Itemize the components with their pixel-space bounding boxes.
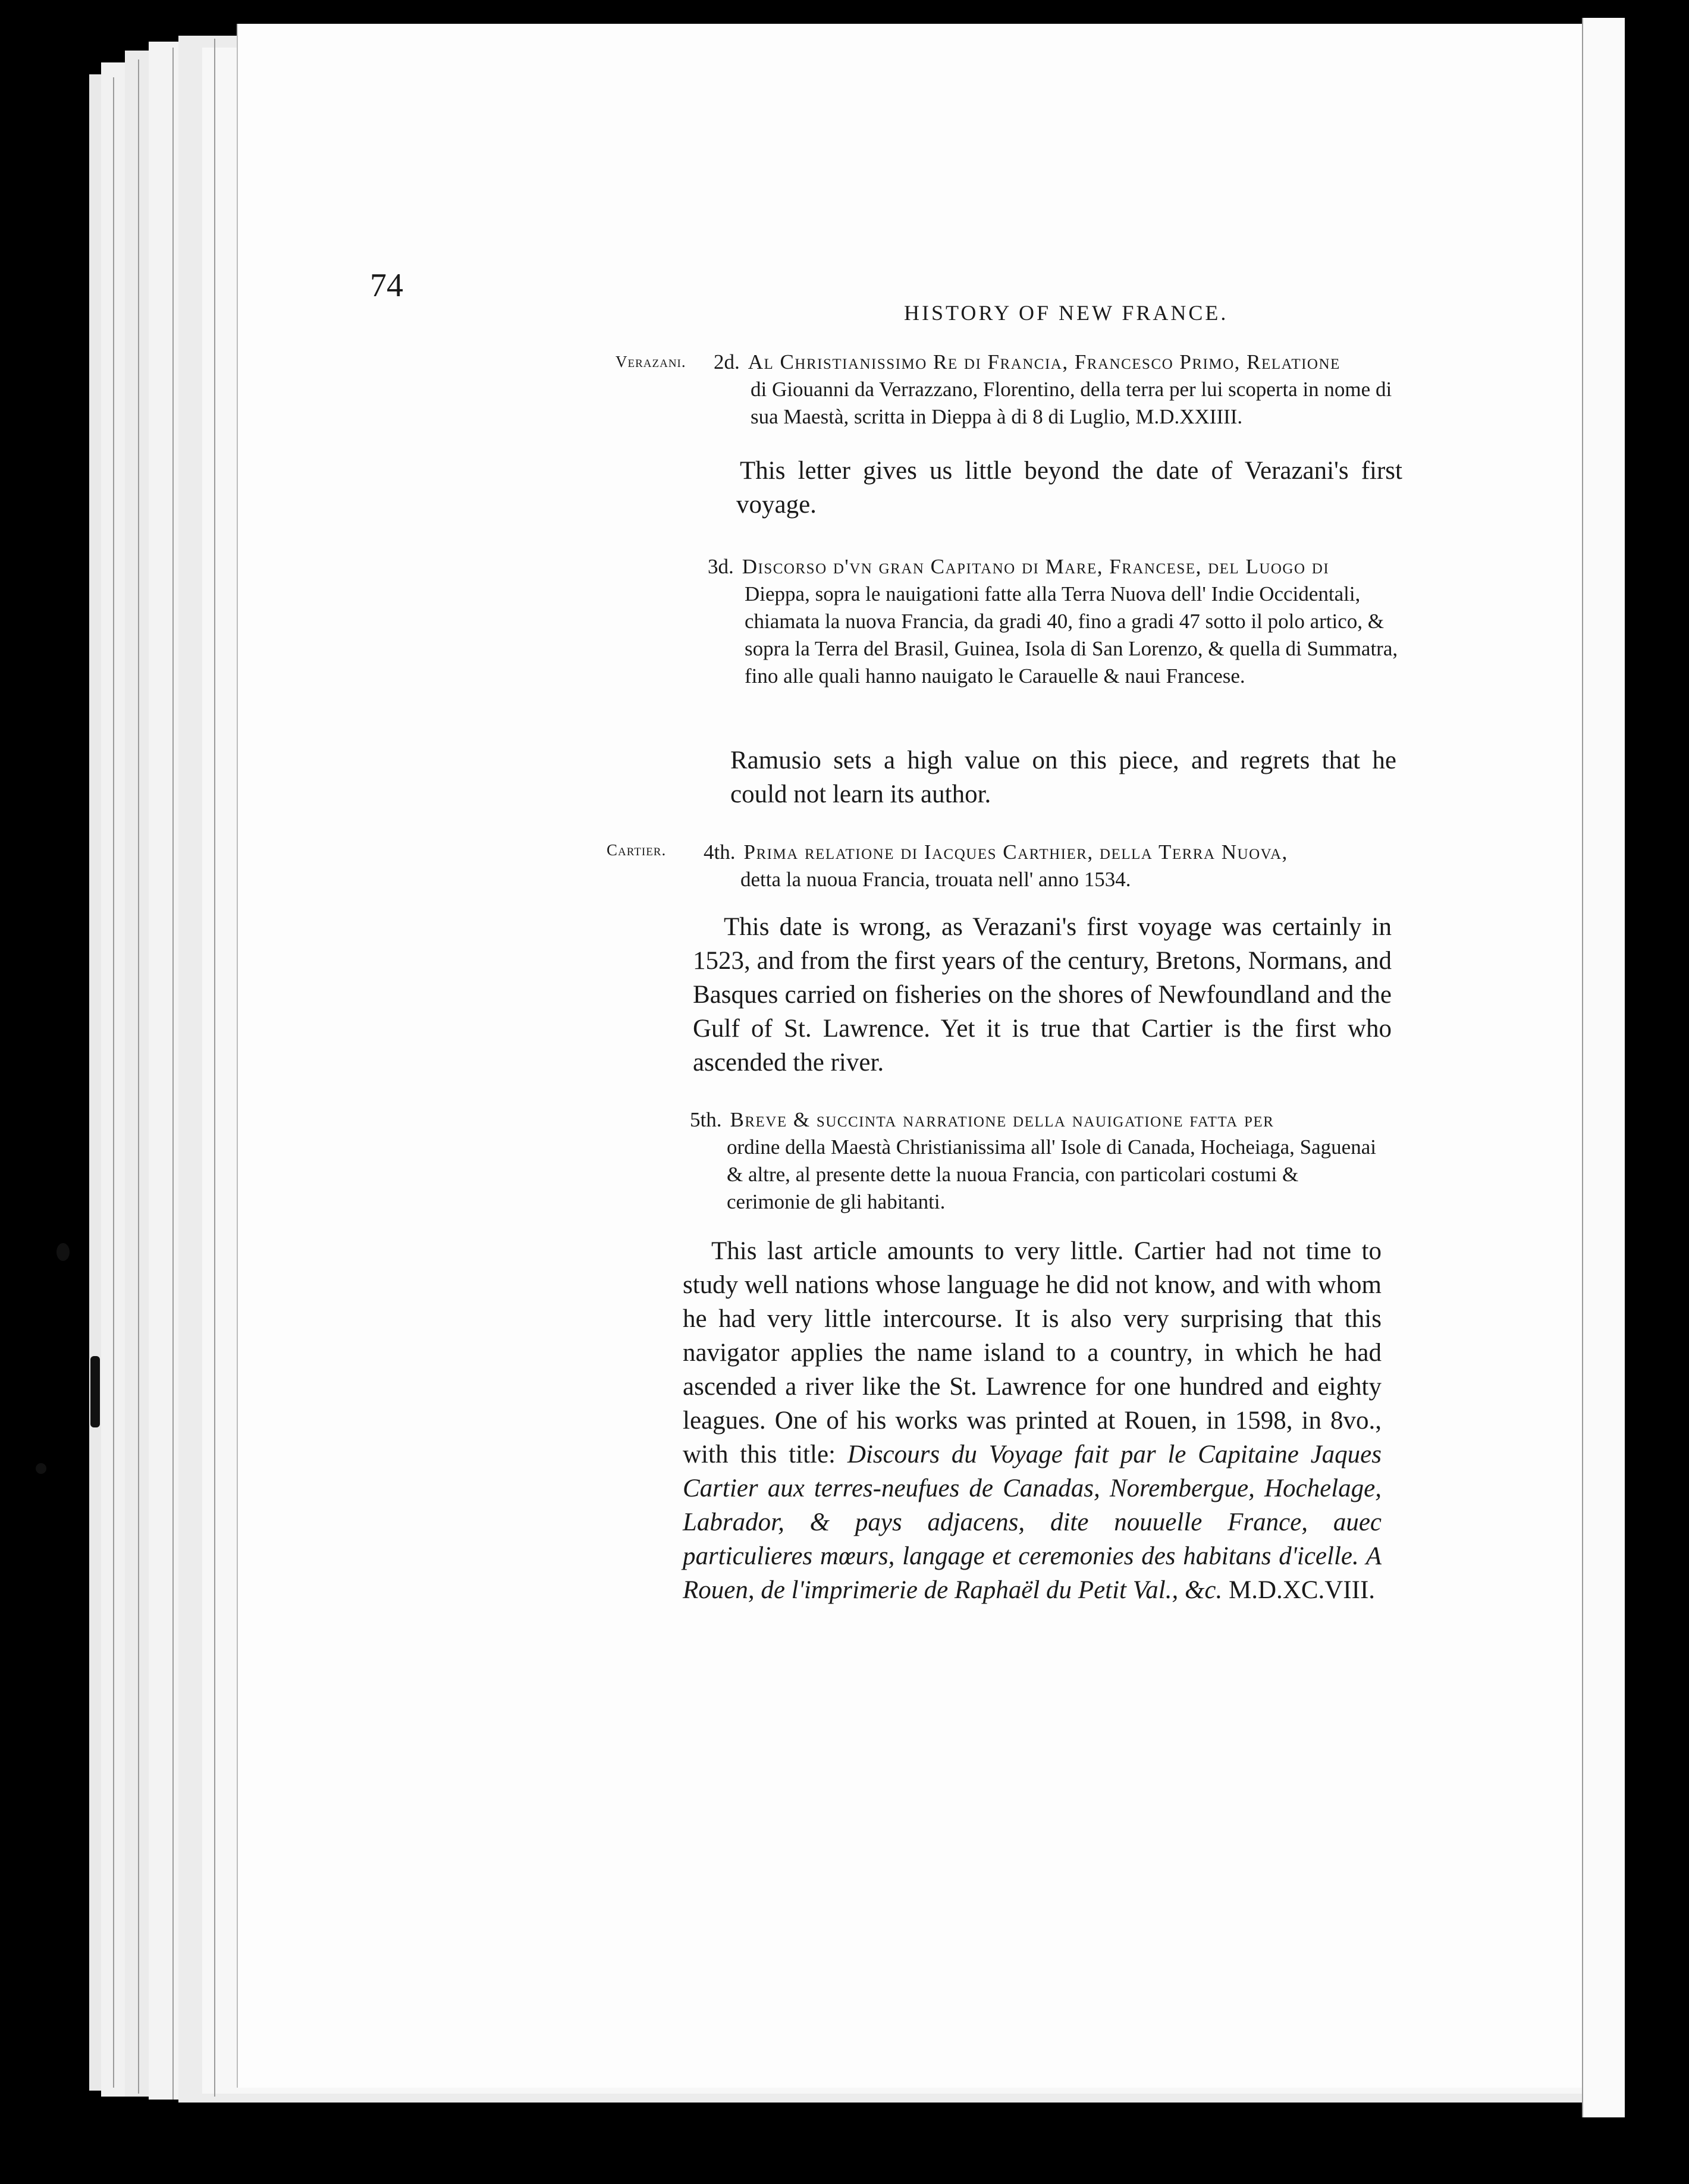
entry-continuation: di Giouanni da Verrazzano, Florentino, della terra per lui scoperta in nome di sua Maestà, scritta in Dieppa à di 8 di Luglio, M.D.XXIIII. [751, 378, 1392, 428]
entry-continuation: Dieppa, sopra le nauigationi fatte alla Terra Nuova dell' Indie Occidentali, chiamata la nuova Francia, da gradi 40, fino a gradi 47 sotto il polo artico, & sopra la Terra del Brasil, Guinea, Isola di San Lorenzo, & quella di Summatra, fino alle quali hanno nauigato le Carauelle & naui Francese. [745, 582, 1398, 688]
page-edge-line [214, 39, 215, 2097]
page-number: 74 [370, 267, 403, 304]
entry-heading: Prima relatione di Iacques Carthier, della Terra Nuova, [743, 840, 1288, 864]
entry-heading: Breve & succinta narratione della nauigatione fatta per [730, 1108, 1274, 1131]
bibliography-entry [708, 553, 1407, 690]
scan-speck [36, 1463, 46, 1474]
entry-number: 3d. [708, 555, 734, 578]
entry-number: 5th. [690, 1108, 722, 1131]
paragraph-text: This last article amounts to very little. Cartier had not time to study well nations whose language he did not know, and with whom he had very little intercourse. It is also very surprising that this navigator applies the name island to a country, in which he had ascended a river like the St. Lawrence for one hundred and eighty leagues. One of his works was printed at Rouen, in 1598, in 8vo., with this title: [683, 1237, 1382, 1468]
bibliography-entry [704, 839, 1399, 893]
entry-continuation: detta la nuoua Francia, trouata nell' anno 1534. [740, 868, 1131, 891]
page-right-edge [1582, 18, 1625, 2117]
bibliography-entry [714, 349, 1407, 431]
bibliography-entry [690, 1106, 1386, 1216]
scan-speck [90, 1356, 100, 1427]
margin-note-verazani: Verazani. [616, 353, 686, 371]
entry-heading: Al Christianissimo Re di Francia, Francesco Primo, Relatione [748, 350, 1340, 374]
entry-number: 4th. [704, 840, 736, 864]
page-edge-line [113, 77, 114, 2088]
paragraph: This letter gives us little beyond the date of Verazani's first voyage. [736, 457, 1402, 519]
paragraph: This date is wrong, as Verazani's first voyage was certainly in 1523, and from the first years of the century, Bretons, Normans, and Basques carried on fisheries on the shores of Newfoundland and the Gulf of St. Lawrence. Yet it is true that Cartier is the first who ascended the river. [693, 913, 1392, 1077]
running-head: HISTORY OF NEW FRANCE. [904, 301, 1229, 325]
entry-number: 2d. [714, 350, 740, 374]
margin-note-cartier: Cartier. [607, 841, 667, 859]
page-edge-line [172, 48, 174, 2100]
entry-continuation: ordine della Maestà Christianissima all' Isole di Canada, Hocheiaga, Saguenai & altre, al presente dette la nuoua Francia, con particolari costumi & cerimonie de gli habitanti. [727, 1135, 1376, 1213]
paragraph: Ramusio sets a high value on this piece, and regrets that he could not learn its author. [730, 746, 1396, 808]
entry-heading: Discorso d'vn gran Capitano di Mare, Francese, del Luogo di [742, 555, 1330, 578]
page-edge-line [138, 59, 139, 2094]
book-title: Discours du Voyage fait par le Capitaine Jaques Cartier aux terres-neufues de Canadas, Norembergue, Hochelage, Labrador, & pays adjacens, dite nouuelle France, auec particulieres mœurs, langage et ceremonies des habitans d'icelle. A Rouen, de l'imprimerie de Raphaël du Petit Val., &c. [683, 1441, 1382, 1604]
scan-speck [56, 1243, 70, 1261]
paragraph-date: M.D.XC.VIII. [1228, 1576, 1376, 1604]
paragraph [683, 1234, 1382, 1607]
